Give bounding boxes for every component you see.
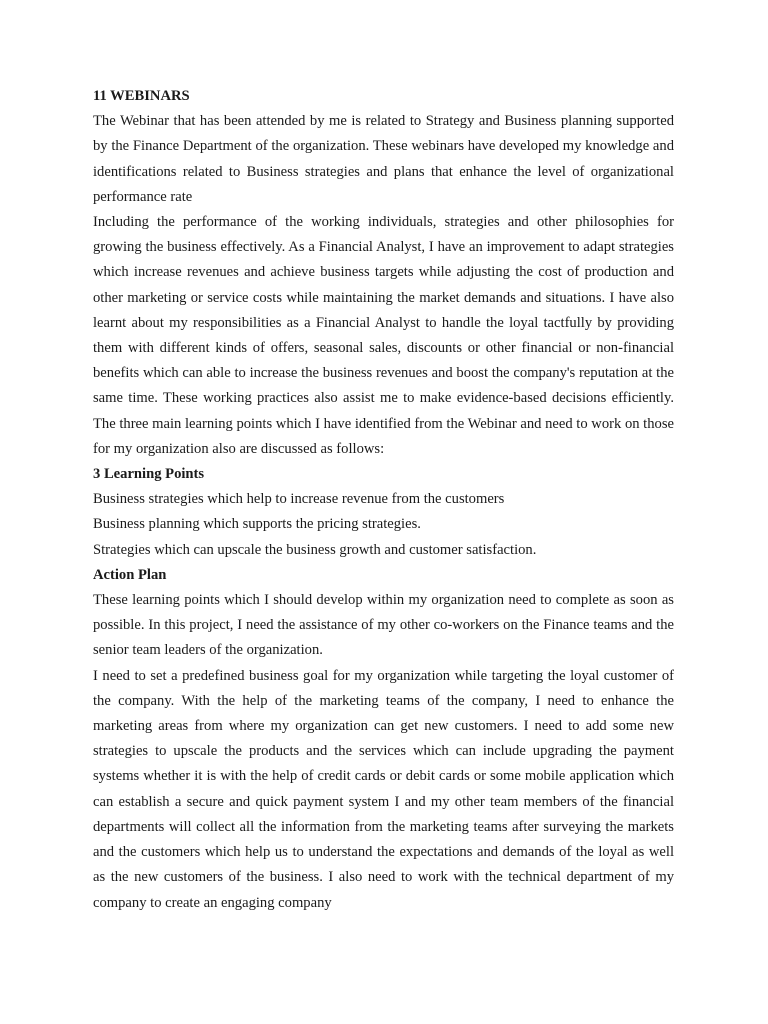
learning-point-3: Strategies which can upscale the business growth and customer satisfaction. xyxy=(93,541,537,558)
webinar-paragraph-1: The Webinar that has been attended by me is related to Strategy and Business planning supported by the Finance Department of the organization. These webinars have developed my knowledge and identifications related to Business strategies and plans that enhance the level of organizational performance rate xyxy=(93,113,674,205)
action-paragraph-2: I need to set a predefined business goal for my organization while targeting the loyal customer of the company. With the help of the marketing teams of the company, I need to enhance the marketing areas from where my organization can get new customers. I need to add some new strategies to upscale the products and the services which can include upgrading the payment systems whether it is with the help of credit cards or debit cards or some mobile application which can establish a secure and quick payment system I and my other team members of the financial departments will collect all the information from the marketing teams after surveying the markets and the customers which help us to understand the expectations and demands of the loyal as well as the new customers of the business. I also need to work with the technical department of my company to create an engaging company xyxy=(93,667,674,911)
learning-point-1: Business strategies which help to increase revenue from the customers xyxy=(93,491,505,508)
learning-point-2: Business planning which supports the pricing strategies. xyxy=(93,516,421,533)
webinar-paragraph-2: Including the performance of the working individuals, strategies and other philosophies for growing the business effectively. As a Financial Analyst, I have an improvement to adapt strategies which increase revenues and achieve business targets while adjusting the cost of production and other marketing or service costs while maintaining the market demands and situations. I have also learnt about my responsibilities as a Financial Analyst to handle the loyal tactfully by providing them with different kinds of offers, seasonal sales, discounts or other financial or non-financial benefits which can able to increase the business revenues and boost the company's reputation at the same time. These working practices also assist me to make evidence-based decisions efficiently. The three main learning points which I have identified from the Webinar and need to work on those for my organization also are discussed as follows: xyxy=(93,214,674,457)
action-paragraph-1: These learning points which I should develop within my organization need to complete as soon as possible. In this project, I need the assistance of my other co-workers on the Finance teams and the senior team leaders of the organization. xyxy=(93,592,674,659)
document-page xyxy=(93,84,674,916)
action-plan-heading: Action Plan xyxy=(93,566,167,583)
section-heading: 11 WEBINARS xyxy=(93,88,190,104)
learning-points-heading: 3 Learning Points xyxy=(93,466,205,483)
